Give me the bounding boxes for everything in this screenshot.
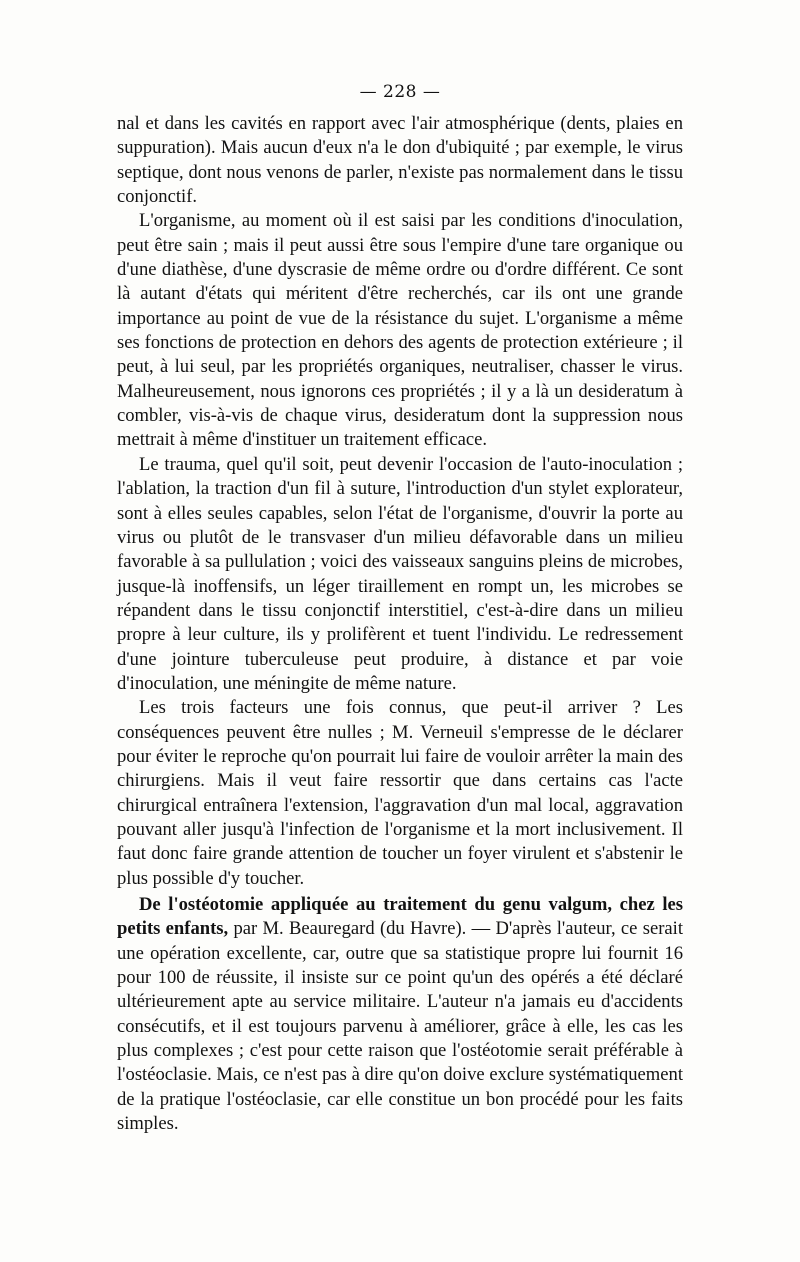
section-heading: De l'ostéotomie appliquée au traitement du genu valgum, chez les petits enfants, — [117, 894, 683, 940]
paragraph-4: Les trois facteurs une fois connus, que peut-il arriver ? Les conséquences peuvent être nulles ; M. Verneuil s'empresse de le déclarer pour éviter le reproche qu'on pourrait lui faire de vouloir arrêter la main des chirurgiens. Mais il veut faire ressortir que dans certains cas l'acte chirurgical entraînera l'extension, l'aggravation d'un mal local, aggravation pouvant aller jusqu'à l'infection de l'organisme et la mort inclusivement. Il faut donc faire grande attention de toucher un foyer virulent et s'abstenir le plus possible d'y toucher. — [117, 697, 683, 889]
paragraph-2: L'organisme, au moment où il est saisi par les conditions d'inoculation, peut être sain ; mais il peut aussi être sous l'empire d'une tare organique ou d'une diathèse, d'une dyscrasie de même ordre ou d'ordre différent. Ce sont là autant d'états qui méritent d'être recherchés, car ils ont une grande importance au point de vue de la résistance du sujet. L'organisme a même ses fonctions de protection en dehors des agents de protection extérieure ; il peut, à lui seul, par les propriétés organiques, neutraliser, chasser le virus. Malheureusement, nous ignorons ces propriétés ; il y a là un desideratum à combler, vis-à-vis de chaque virus, desideratum dont la suppression nous mettrait à même d'instituer un traitement efficace. — [117, 210, 683, 451]
page-number: — 228 — — [359, 82, 441, 102]
paragraph-5 — [117, 893, 683, 1136]
body-text — [117, 112, 683, 1136]
paragraph-3: Le trauma, quel qu'il soit, peut devenir l'occasion de l'auto-inoculation ; l'ablation, la traction d'un fil à suture, l'introduction d'un stylet explorateur, sont à elles seules capables, selon l'état de l'organisme, d'ouvrir la porte au virus ou plutôt de le transvaser d'un milieu défavorable dans un milieu favorable à sa pullulation ; voici des vaisseaux sanguins pleins de microbes, jusque-là inoffensifs, un léger tiraillement en rompt un, les microbes se répandent dans le tissu conjonctif interstitiel, c'est-à-dire dans un milieu propre à leur culture, ils y prolifèrent et tuent l'individu. Le redressement d'une jointure tuberculeuse peut produire, à distance et par voie d'inoculation, une méningite de même nature. — [117, 453, 683, 694]
section-body: par M. Beauregard (du Havre). — D'après l'auteur, ce serait une opération excellente, car, outre que sa statistique propre lui fournit 16 pour 100 de réussite, il insiste sur ce point qu'un des opérés a été déclaré ultérieurement apte au service militaire. L'auteur n'a jamais eu d'accidents consécutifs, et il est toujours parvenu à améliorer, grâce à elle, les cas les plus complexes ; c'est pour cette raison que l'ostéotomie serait préférable à l'ostéoclasie. Mais, ce n'est pas à dire qu'on doive exclure systématiquement de la pratique l'ostéoclasie, car elle constitue un bon procédé pour les faits simples. — [117, 918, 683, 1135]
paragraph-1: nal et dans les cavités en rapport avec l'air atmosphérique (dents, plaies en suppuration). Mais aucun d'eux n'a le don d'ubiquité ; par exemple, le virus septique, dont nous venons de parler, n'existe pas normalement dans le tissu conjonctif. — [117, 113, 683, 208]
